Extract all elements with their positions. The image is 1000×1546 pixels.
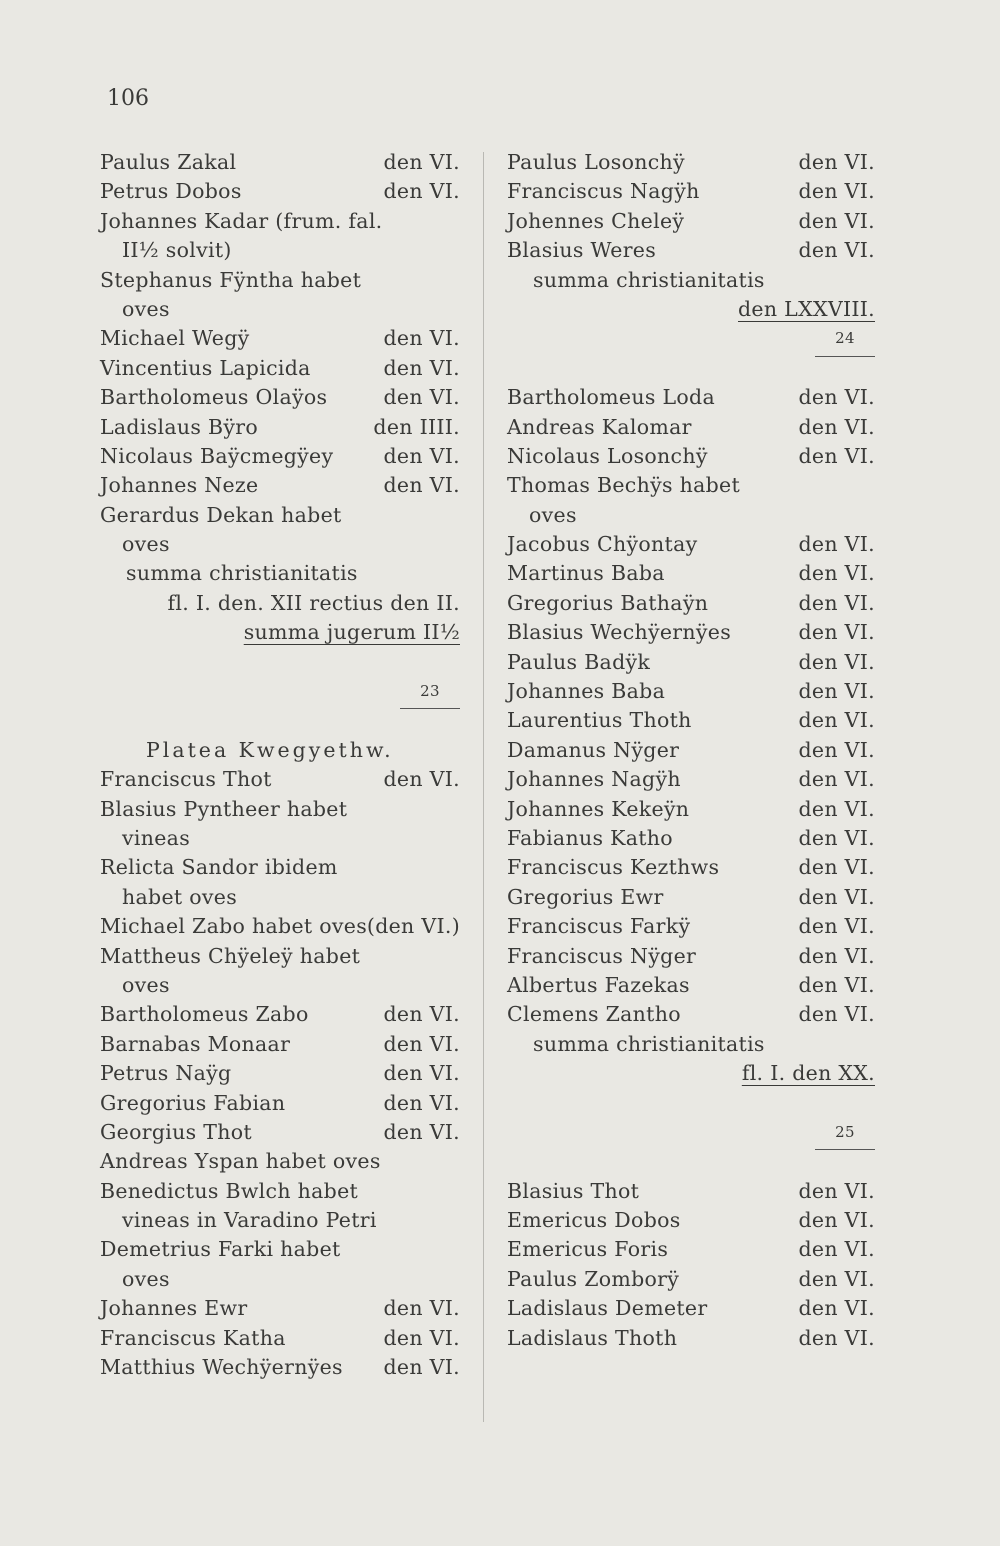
total-amount: den LXXVIII. [738,296,875,321]
ledger-entry [507,765,875,794]
entry-name: Blasius Pyntheer habet [100,796,348,821]
ledger-entry [507,442,875,471]
entry-name: Nicolaus Baÿcmegÿey [100,443,334,468]
entry-amount: den VI. [383,326,460,351]
ledger-entry [100,795,460,824]
ledger-entry [100,1147,460,1176]
entry-amount: den VI. [798,708,875,733]
entry-amount: den VI. [798,1178,875,1203]
ledger-entry [100,1030,460,1059]
ledger-entry [100,1235,460,1264]
section-number [507,1118,875,1147]
entry-amount: den VI. [798,825,875,850]
entry-amount: den VI. [383,1119,460,1144]
entry-name: Franciscus Thot [100,767,272,792]
entry-amount: den IIII. [373,414,460,439]
ledger-entry [100,765,460,794]
entry-name: Georgius Thot [100,1119,252,1144]
continuation-text: oves [122,532,170,557]
ledger-entry [507,1206,875,1235]
total-line [100,589,460,618]
entry-name: Vincentius Lapicida [100,355,311,380]
ledger-entry [507,1265,875,1294]
ledger-entry [100,413,460,442]
entry-amount: den VI. [798,150,875,174]
entry-amount: den VI. [383,1061,460,1086]
ledger-entry [507,236,875,265]
entry-name: Johannes Ewr [100,1296,248,1321]
entry-name: Paulus Zomborÿ [507,1266,680,1291]
entry-amount: den VI. [798,884,875,909]
entry-amount: den VI. [798,1237,875,1262]
entry-name: Johannes Nagÿh [507,767,681,792]
ledger-entry [507,177,875,206]
entry-name: Ladislaus Bÿro [100,414,259,439]
entry-amount: den VI. [383,1031,460,1056]
entry-name: Michael Wegÿ [100,326,250,351]
continuation-text: oves [122,972,170,997]
ledger-entry [100,501,460,530]
entry-name: Blasius Weres [507,238,657,263]
summa-line [100,559,460,588]
entry-name: Gregorius Ewr [507,884,664,909]
section-number [100,677,460,706]
ledger-entry [100,1353,460,1382]
entry-name: Petrus Naÿg [100,1061,232,1086]
ledger-entry [507,1235,875,1264]
ledger-entry [507,559,875,588]
entry-amount: den VI. [798,649,875,674]
spacer [100,648,460,677]
entry-name: Johennes Cheleÿ [507,208,685,233]
entry-name: Bartholomeus Zabo [100,1002,309,1027]
ledger-entry [507,706,875,735]
summa-line [507,1030,875,1059]
entry-amount: den VI. [798,238,875,263]
ledger-entry [100,442,460,471]
ledger-entry [507,853,875,882]
ledger-entry [100,1177,460,1206]
entry-name: Johannes Kekeÿn [507,796,690,821]
entry-amount: den VI. [798,1296,875,1321]
entry-name: Paulus Losonchÿ [507,150,685,174]
entry-name: Franciscus Nagÿh [507,179,700,204]
entry-amount: den VI. [798,590,875,615]
entry-name: Ladislaus Demeter [507,1296,708,1321]
entry-name: Andreas Kalomar [507,414,692,439]
entry-amount: den VI. [383,385,460,410]
section-number-label: 25 [815,1118,875,1150]
ledger-entry [507,912,875,941]
ledger-entry [507,148,875,177]
page-number: 106 [107,86,149,111]
total-amount: summa jugerum II½ [243,620,460,645]
ledger-entry [507,677,875,706]
entry-name: Relicta Sandor ibidem [100,855,338,880]
ledger-entry [100,207,460,236]
entry-amount: den VI. [383,1002,460,1027]
summa-label: summa christianitatis [126,561,358,586]
continuation-text: oves [529,502,577,527]
entry-name: Clemens Zantho [507,1002,681,1027]
ledger-entry [507,207,875,236]
total-line [507,295,875,324]
entry-name: Franciscus Nÿger [507,943,697,968]
ledger-entry [507,942,875,971]
spacer [100,706,460,735]
ledger-entry [507,1324,875,1353]
entry-name: Thomas Bechÿs habet [507,473,741,498]
entry-continuation [100,1206,460,1235]
entry-amount: den VI. [383,473,460,498]
entry-name: Emericus Dobos [507,1208,681,1233]
entry-name: Paulus Zakal [100,150,237,174]
ledger-entry [100,1294,460,1323]
street-heading-text: Platea Kwegyethw. [146,737,394,762]
ledger-entry [100,1324,460,1353]
entry-name: Barnabas Monaar [100,1031,291,1056]
entry-amount: den VI. [383,150,460,174]
ledger-entry [100,354,460,383]
ledger-entry [100,1118,460,1147]
section-number [507,324,875,353]
entry-continuation [100,295,460,324]
ledger-entry [507,413,875,442]
ledger-entry [100,853,460,882]
ledger-entry [507,471,875,500]
entry-continuation [100,824,460,853]
entry-name: Franciscus Farkÿ [507,914,691,939]
total-line [507,1059,875,1088]
ledger-entry [507,883,875,912]
entry-amount: den VI. [383,767,460,792]
ledger-entry [100,148,460,177]
entry-name: Laurentius Thoth [507,708,692,733]
entry-name: Mattheus Chÿeleÿ habet [100,943,361,968]
continuation-text: vineas [122,825,191,850]
entry-amount: den VI. [383,1296,460,1321]
spacer [507,354,875,383]
ledger-entry [100,1000,460,1029]
entry-amount: den VI. [798,208,875,233]
entry-name: Gregorius Bathaÿn [507,590,709,615]
ledger-entry [100,471,460,500]
entry-name: Benedictus Bwlch habet [100,1178,359,1203]
entry-amount: den VI. [798,561,875,586]
summa-label: summa christianitatis [533,267,765,292]
entry-amount: den VI. [798,972,875,997]
entry-name: Gregorius Fabian [100,1090,286,1115]
ledger-entry [100,1059,460,1088]
continuation-text: II½ solvit) [122,238,232,263]
entry-name: Gerardus Dekan habet [100,502,342,527]
spacer [507,1147,875,1176]
entry-name: Bartholomeus Loda [507,385,715,410]
column-divider [483,152,484,1422]
entry-name: Blasius Thot [507,1178,640,1203]
entry-amount: den VI. [798,914,875,939]
entry-amount: den VI. [383,1355,460,1380]
continuation-text: habet oves [122,884,238,909]
entry-amount: den VI. [383,355,460,380]
entry-continuation [100,236,460,265]
ledger-entry [507,618,875,647]
entry-continuation [100,971,460,1000]
entry-name: Paulus Badÿk [507,649,651,674]
entry-name: Ladislaus Thoth [507,1325,678,1350]
entry-amount: den VI. [798,532,875,557]
continuation-text: oves [122,1266,170,1291]
section-number-label: 23 [400,677,460,709]
ledger-entry [100,1089,460,1118]
ledger-entry [507,1000,875,1029]
entry-name: Fabianus Katho [507,825,673,850]
entry-name: Stephanus Fÿntha habet [100,267,362,292]
entry-name: Michael Zabo habet oves [100,914,368,939]
entry-name: Martinus Baba [507,561,665,586]
ledger-entry [507,736,875,765]
entry-name: Franciscus Kezthws [507,855,720,880]
continuation-text: oves [122,296,170,321]
ledger-entry [507,824,875,853]
summa-line [507,266,875,295]
entry-name: Albertus Fazekas [507,972,690,997]
entry-amount: den VI. [383,1325,460,1350]
entry-name: Bartholomeus Olaÿos [100,385,328,410]
entry-amount: den VI. [798,679,875,704]
total-amount: fl. I. den. XII rectius den II. [167,590,460,615]
ledger-entry [507,1177,875,1206]
entry-name: Jacobus Chÿontay [507,532,698,557]
entry-continuation [507,501,875,530]
total-line [100,618,460,647]
entry-amount: den VI. [798,443,875,468]
entry-name: Damanus Nÿger [507,737,680,762]
entry-continuation [100,1265,460,1294]
entry-amount: den VI. [798,179,875,204]
entry-name: Johannes Kadar (frum. fal. [100,208,383,233]
entry-continuation [100,883,460,912]
spacer [507,1089,875,1118]
ledger-entry [100,383,460,412]
entry-continuation [100,530,460,559]
entry-amount: den VI. [383,1090,460,1115]
ledger-entry [507,795,875,824]
ledger-entry [100,177,460,206]
entry-amount: den VI. [798,1002,875,1027]
entry-amount: den VI. [798,620,875,645]
entry-name: Johannes Neze [100,473,259,498]
entry-amount: den VI. [798,767,875,792]
entry-name: Petrus Dobos [100,179,242,204]
entry-amount: den VI. [798,796,875,821]
entry-name: Andreas Yspan habet oves [100,1149,381,1174]
entry-name: Emericus Foris [507,1237,669,1262]
total-amount: fl. I. den XX. [741,1061,875,1086]
entry-name: Franciscus Katha [100,1325,286,1350]
entry-amount: den VI. [798,414,875,439]
entry-name: Nicolaus Losonchÿ [507,443,708,468]
entry-name: Blasius Wechÿernÿes [507,620,732,645]
entry-amount: den VI. [383,179,460,204]
entry-amount: den VI. [798,1208,875,1233]
ledger-entry [507,383,875,412]
summa-label: summa christianitatis [533,1031,765,1056]
ledger-entry [507,971,875,1000]
ledger-entry [507,530,875,559]
ledger-entry [100,324,460,353]
entry-amount: den VI. [798,943,875,968]
section-number-label: 24 [815,324,875,356]
entry-name: Demetrius Farki habet [100,1237,341,1262]
right-column [507,148,875,1353]
ledger-entry [507,589,875,618]
entry-amount: den VI. [798,1325,875,1350]
left-column [100,148,460,1382]
entry-amount: (den VI.) [366,914,460,939]
ledger-entry [100,912,460,941]
entry-amount: den VI. [798,737,875,762]
street-heading [100,736,460,765]
entry-name: Johannes Baba [507,679,666,704]
entry-amount: den VI. [798,855,875,880]
entry-amount: den VI. [798,1266,875,1291]
ledger-entry [100,266,460,295]
continuation-text: vineas in Varadino Petri [122,1208,377,1233]
entry-amount: den VI. [798,385,875,410]
ledger-entry [100,942,460,971]
ledger-entry [507,1294,875,1323]
entry-amount: den VI. [383,443,460,468]
ledger-entry [507,648,875,677]
entry-name: Matthius Wechÿernÿes [100,1355,343,1380]
